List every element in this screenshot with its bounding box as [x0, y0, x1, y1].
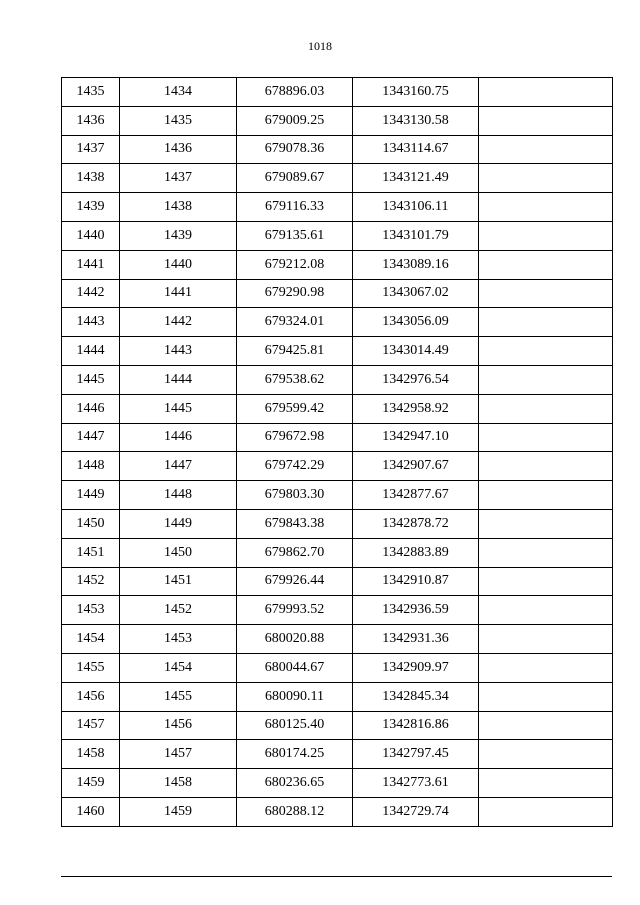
cell-note — [479, 711, 613, 740]
cell-x-coordinate: 679742.29 — [237, 452, 353, 481]
cell-note — [479, 740, 613, 769]
cell-y-coordinate: 1342883.89 — [353, 538, 479, 567]
cell-x-coordinate: 679089.67 — [237, 164, 353, 193]
table-row — [62, 337, 613, 366]
cell-previous-point-id: 1454 — [120, 653, 237, 682]
table-row — [62, 452, 613, 481]
cell-y-coordinate: 1342907.67 — [353, 452, 479, 481]
cell-x-coordinate: 679425.81 — [237, 337, 353, 366]
cell-point-id: 1450 — [62, 509, 120, 538]
cell-y-coordinate: 1343130.58 — [353, 106, 479, 135]
cell-point-id: 1458 — [62, 740, 120, 769]
cell-point-id: 1444 — [62, 337, 120, 366]
cell-previous-point-id: 1452 — [120, 596, 237, 625]
cell-previous-point-id: 1444 — [120, 365, 237, 394]
cell-note — [479, 625, 613, 654]
cell-note — [479, 106, 613, 135]
cell-note — [479, 279, 613, 308]
table-row — [62, 797, 613, 826]
cell-x-coordinate: 679078.36 — [237, 135, 353, 164]
coordinates-table-body — [62, 78, 613, 827]
cell-point-id: 1452 — [62, 567, 120, 596]
cell-previous-point-id: 1446 — [120, 423, 237, 452]
cell-y-coordinate: 1342845.34 — [353, 682, 479, 711]
cell-point-id: 1448 — [62, 452, 120, 481]
table-row — [62, 682, 613, 711]
cell-point-id: 1460 — [62, 797, 120, 826]
cell-note — [479, 481, 613, 510]
cell-y-coordinate: 1342958.92 — [353, 394, 479, 423]
cell-note — [479, 653, 613, 682]
table-row — [62, 653, 613, 682]
cell-y-coordinate: 1342878.72 — [353, 509, 479, 538]
cell-x-coordinate: 679538.62 — [237, 365, 353, 394]
cell-note — [479, 596, 613, 625]
cell-previous-point-id: 1436 — [120, 135, 237, 164]
cell-previous-point-id: 1434 — [120, 78, 237, 107]
cell-x-coordinate: 679324.01 — [237, 308, 353, 337]
cell-x-coordinate: 679116.33 — [237, 193, 353, 222]
cell-y-coordinate: 1343014.49 — [353, 337, 479, 366]
cell-x-coordinate: 680125.40 — [237, 711, 353, 740]
cell-y-coordinate: 1342773.61 — [353, 769, 479, 798]
cell-note — [479, 250, 613, 279]
cell-y-coordinate: 1343101.79 — [353, 221, 479, 250]
cell-previous-point-id: 1453 — [120, 625, 237, 654]
cell-point-id: 1446 — [62, 394, 120, 423]
cell-x-coordinate: 680044.67 — [237, 653, 353, 682]
cell-previous-point-id: 1459 — [120, 797, 237, 826]
cell-note — [479, 221, 613, 250]
cell-note — [479, 538, 613, 567]
cell-note — [479, 423, 613, 452]
cell-point-id: 1455 — [62, 653, 120, 682]
cell-point-id: 1435 — [62, 78, 120, 107]
cell-x-coordinate: 679599.42 — [237, 394, 353, 423]
cell-y-coordinate: 1342910.87 — [353, 567, 479, 596]
cell-y-coordinate: 1343067.02 — [353, 279, 479, 308]
cell-note — [479, 567, 613, 596]
cell-previous-point-id: 1443 — [120, 337, 237, 366]
cell-x-coordinate: 679672.98 — [237, 423, 353, 452]
table-row — [62, 164, 613, 193]
cell-note — [479, 164, 613, 193]
cell-previous-point-id: 1445 — [120, 394, 237, 423]
cell-y-coordinate: 1342931.36 — [353, 625, 479, 654]
cell-previous-point-id: 1437 — [120, 164, 237, 193]
cell-y-coordinate: 1342909.97 — [353, 653, 479, 682]
cell-point-id: 1440 — [62, 221, 120, 250]
cell-note — [479, 769, 613, 798]
table-row — [62, 193, 613, 222]
table-row — [62, 423, 613, 452]
cell-point-id: 1445 — [62, 365, 120, 394]
table-row — [62, 78, 613, 107]
cell-previous-point-id: 1450 — [120, 538, 237, 567]
cell-x-coordinate: 679926.44 — [237, 567, 353, 596]
cell-previous-point-id: 1435 — [120, 106, 237, 135]
cell-previous-point-id: 1456 — [120, 711, 237, 740]
cell-x-coordinate: 680236.65 — [237, 769, 353, 798]
cell-y-coordinate: 1342797.45 — [353, 740, 479, 769]
cell-previous-point-id: 1449 — [120, 509, 237, 538]
table-row — [62, 365, 613, 394]
cell-previous-point-id: 1457 — [120, 740, 237, 769]
cell-point-id: 1437 — [62, 135, 120, 164]
cell-previous-point-id: 1439 — [120, 221, 237, 250]
cell-y-coordinate: 1343089.16 — [353, 250, 479, 279]
cell-previous-point-id: 1438 — [120, 193, 237, 222]
footer-rule — [61, 876, 612, 877]
cell-note — [479, 509, 613, 538]
cell-x-coordinate: 679290.98 — [237, 279, 353, 308]
cell-note — [479, 308, 613, 337]
cell-point-id: 1436 — [62, 106, 120, 135]
cell-point-id: 1457 — [62, 711, 120, 740]
cell-note — [479, 135, 613, 164]
table-row — [62, 106, 613, 135]
cell-note — [479, 797, 613, 826]
cell-x-coordinate: 680174.25 — [237, 740, 353, 769]
cell-point-id: 1438 — [62, 164, 120, 193]
cell-note — [479, 193, 613, 222]
cell-point-id: 1456 — [62, 682, 120, 711]
cell-x-coordinate: 679993.52 — [237, 596, 353, 625]
cell-y-coordinate: 1342816.86 — [353, 711, 479, 740]
cell-previous-point-id: 1458 — [120, 769, 237, 798]
cell-y-coordinate: 1342947.10 — [353, 423, 479, 452]
table-row — [62, 308, 613, 337]
cell-previous-point-id: 1455 — [120, 682, 237, 711]
cell-point-id: 1441 — [62, 250, 120, 279]
cell-point-id: 1442 — [62, 279, 120, 308]
cell-x-coordinate: 678896.03 — [237, 78, 353, 107]
cell-x-coordinate: 679212.08 — [237, 250, 353, 279]
cell-previous-point-id: 1440 — [120, 250, 237, 279]
table-row — [62, 250, 613, 279]
cell-y-coordinate: 1342729.74 — [353, 797, 479, 826]
cell-note — [479, 365, 613, 394]
table-row — [62, 711, 613, 740]
table-row — [62, 135, 613, 164]
coordinates-table — [61, 77, 613, 827]
page-number: 1018 — [308, 39, 332, 53]
table-row — [62, 538, 613, 567]
table-row — [62, 394, 613, 423]
cell-note — [479, 78, 613, 107]
cell-note — [479, 337, 613, 366]
cell-point-id: 1439 — [62, 193, 120, 222]
cell-previous-point-id: 1442 — [120, 308, 237, 337]
cell-note — [479, 682, 613, 711]
cell-y-coordinate: 1343160.75 — [353, 78, 479, 107]
table-row — [62, 596, 613, 625]
table-row — [62, 279, 613, 308]
cell-point-id: 1449 — [62, 481, 120, 510]
cell-point-id: 1451 — [62, 538, 120, 567]
cell-point-id: 1443 — [62, 308, 120, 337]
cell-point-id: 1454 — [62, 625, 120, 654]
table-row — [62, 221, 613, 250]
cell-y-coordinate: 1343121.49 — [353, 164, 479, 193]
table-row — [62, 740, 613, 769]
cell-x-coordinate: 679009.25 — [237, 106, 353, 135]
cell-note — [479, 394, 613, 423]
cell-x-coordinate: 680288.12 — [237, 797, 353, 826]
table-row — [62, 625, 613, 654]
cell-y-coordinate: 1343114.67 — [353, 135, 479, 164]
cell-note — [479, 452, 613, 481]
cell-y-coordinate: 1342976.54 — [353, 365, 479, 394]
cell-previous-point-id: 1451 — [120, 567, 237, 596]
cell-previous-point-id: 1448 — [120, 481, 237, 510]
table-row — [62, 769, 613, 798]
cell-x-coordinate: 679843.38 — [237, 509, 353, 538]
table-row — [62, 481, 613, 510]
cell-point-id: 1447 — [62, 423, 120, 452]
cell-y-coordinate: 1343106.11 — [353, 193, 479, 222]
cell-y-coordinate: 1342936.59 — [353, 596, 479, 625]
cell-point-id: 1459 — [62, 769, 120, 798]
cell-x-coordinate: 680020.88 — [237, 625, 353, 654]
cell-previous-point-id: 1447 — [120, 452, 237, 481]
cell-y-coordinate: 1342877.67 — [353, 481, 479, 510]
cell-x-coordinate: 679135.61 — [237, 221, 353, 250]
cell-x-coordinate: 679862.70 — [237, 538, 353, 567]
cell-x-coordinate: 680090.11 — [237, 682, 353, 711]
table-row — [62, 509, 613, 538]
table-row — [62, 567, 613, 596]
cell-previous-point-id: 1441 — [120, 279, 237, 308]
cell-x-coordinate: 679803.30 — [237, 481, 353, 510]
cell-point-id: 1453 — [62, 596, 120, 625]
cell-y-coordinate: 1343056.09 — [353, 308, 479, 337]
